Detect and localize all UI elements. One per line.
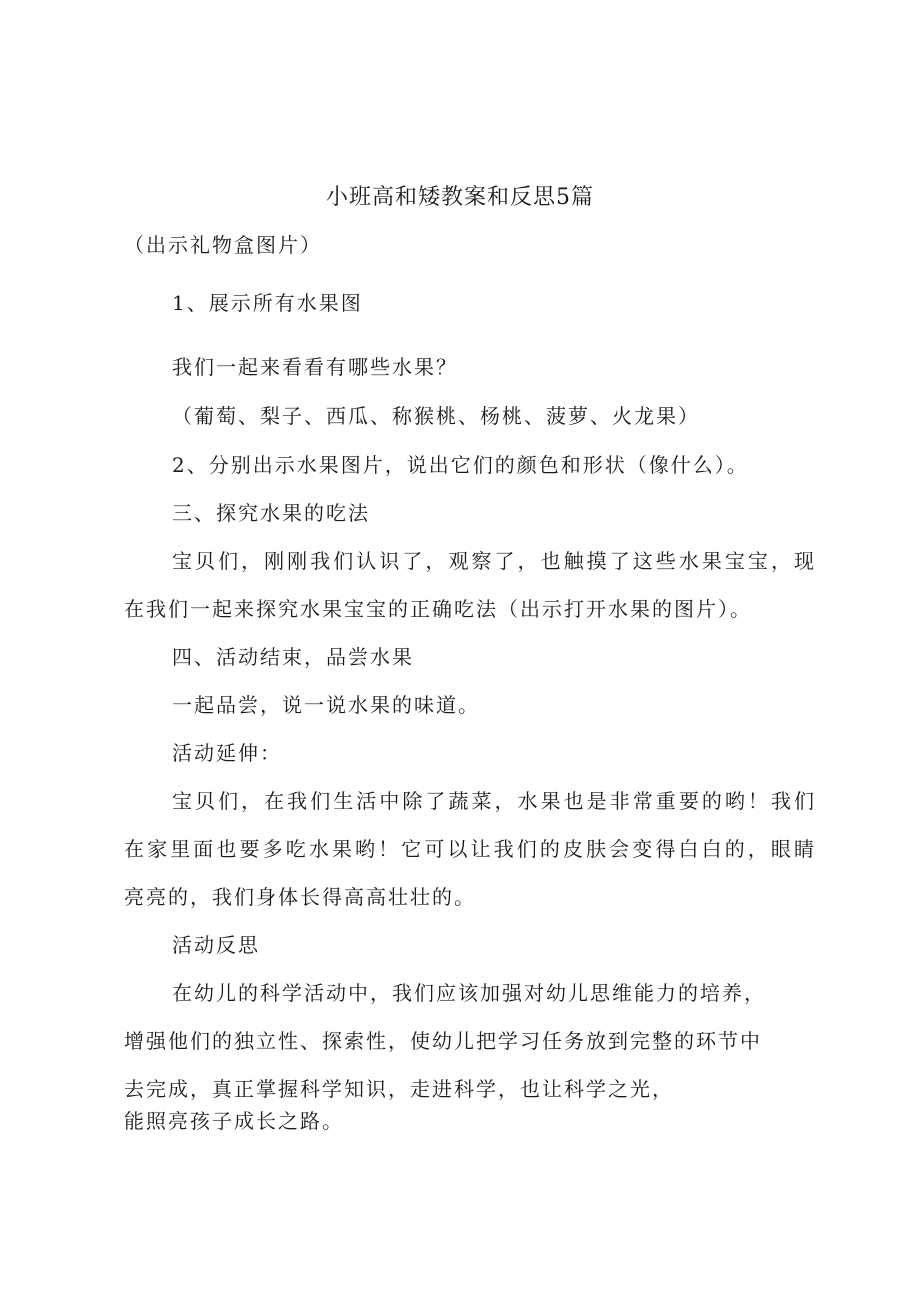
paragraph-line: 去完成，真正掌握科学知识，走进科学，也让科学之光， bbox=[124, 1077, 674, 1101]
paragraph-line: 在幼儿的科学活动中，我们应该加强对幼儿思维能力的培养， bbox=[172, 981, 766, 1005]
section-heading: 活动反思 bbox=[172, 933, 260, 957]
paragraph-line: 宝贝们，刚刚我们认识了，观察了，也触摸了这些水果宝宝，现 bbox=[172, 549, 814, 573]
document-title: 小班高和矮教案和反思5篇 bbox=[326, 185, 594, 210]
paragraph-line: 我们一起来看看有哪些水果？ bbox=[172, 355, 458, 379]
section-heading: 三、探究水果的吃法 bbox=[172, 501, 370, 525]
paragraph-line: （葡萄、梨子、西瓜、称猴桃、杨桃、菠萝、火龙果） bbox=[172, 404, 700, 428]
section-heading: 活动延伸： bbox=[172, 741, 282, 765]
paragraph-line: 1、展示所有水果图 bbox=[172, 291, 363, 315]
paragraph-line: 宝贝们，在我们生活中除了蔬菜，水果也是非常重要的哟！我们 bbox=[172, 789, 814, 813]
section-heading: 四、活动结束，品尝水果 bbox=[172, 645, 414, 669]
paragraph-line: 一起品尝，说一说水果的味道。 bbox=[172, 693, 480, 717]
paragraph-line: 亮亮的，我们身体长得高高壮壮的。 bbox=[124, 885, 476, 909]
paragraph-line: 能照亮孩子成长之路。 bbox=[124, 1109, 344, 1133]
paragraph-line: （出示礼物盒图片） bbox=[124, 233, 322, 257]
paragraph-line: 在我们一起来探究水果宝宝的正确吃法（出示打开水果的图片）。 bbox=[124, 597, 752, 621]
paragraph-line: 2、分别出示水果图片，说出它们的颜色和形状（像什么）。 bbox=[172, 453, 749, 477]
paragraph-line: 增强他们的独立性、探索性，使幼儿把学习任务放到完整的环节中 bbox=[124, 1029, 762, 1053]
paragraph-line: 在家里面也要多吃水果哟！它可以让我们的皮肤会变得白白的，眼睛 bbox=[124, 837, 814, 861]
